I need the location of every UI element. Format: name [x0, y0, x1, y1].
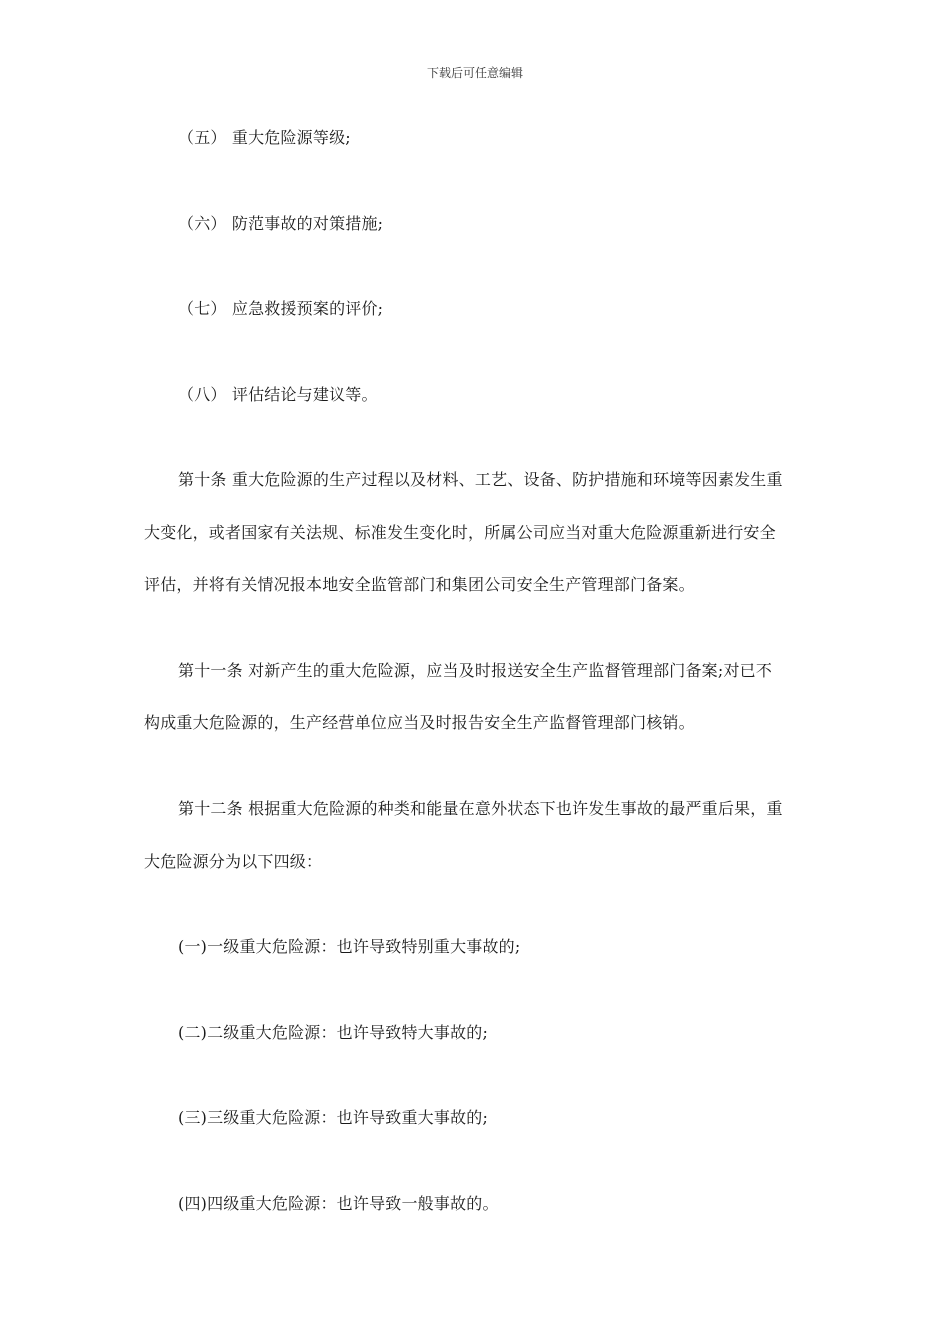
- article-12-line-2: 大危险源分为以下四级：: [144, 852, 323, 871]
- article-11-line-1: 第十一条 对新产生的重大危险源，应当及时报送安全生产监督管理部门备案;对已不: [178, 661, 773, 680]
- article-10-line-1: 第十条 重大危险源的生产过程以及材料、工艺、设备、防护措施和环境等因素发生重: [178, 470, 783, 489]
- level-item-3: (三)三级重大危险源：也许导致重大事故的;: [178, 1108, 489, 1127]
- list-item-7: （七） 应急救援预案的评价;: [178, 299, 384, 318]
- article-10-line-3: 评估，并将有关情况报本地安全监管部门和集团公司安全生产管理部门备案。: [144, 575, 695, 594]
- level-item-2: (二)二级重大危险源：也许导致特大事故的;: [178, 1023, 489, 1042]
- level-item-1: (一)一级重大危险源：也许导致特别重大事故的;: [178, 937, 521, 956]
- page-header-watermark: 下载后可任意编辑: [426, 66, 523, 80]
- list-item-6: （六） 防范事故的对策措施;: [178, 214, 384, 233]
- article-10-line-2: 大变化，或者国家有关法规、标准发生变化时，所属公司应当对重大危险源重新进行安全: [144, 523, 776, 542]
- article-12-line-1: 第十二条 根据重大危险源的种类和能量在意外状态下也许发生事故的最严重后果，重: [178, 799, 783, 818]
- level-item-4: (四)四级重大危险源：也许导致一般事故的。: [178, 1194, 499, 1213]
- list-item-8: （八） 评估结论与建议等。: [178, 385, 378, 404]
- list-item-5: （五） 重大危险源等级;: [178, 128, 351, 147]
- article-11-line-2: 构成重大危险源的，生产经营单位应当及时报告安全生产监督管理部门核销。: [144, 713, 695, 732]
